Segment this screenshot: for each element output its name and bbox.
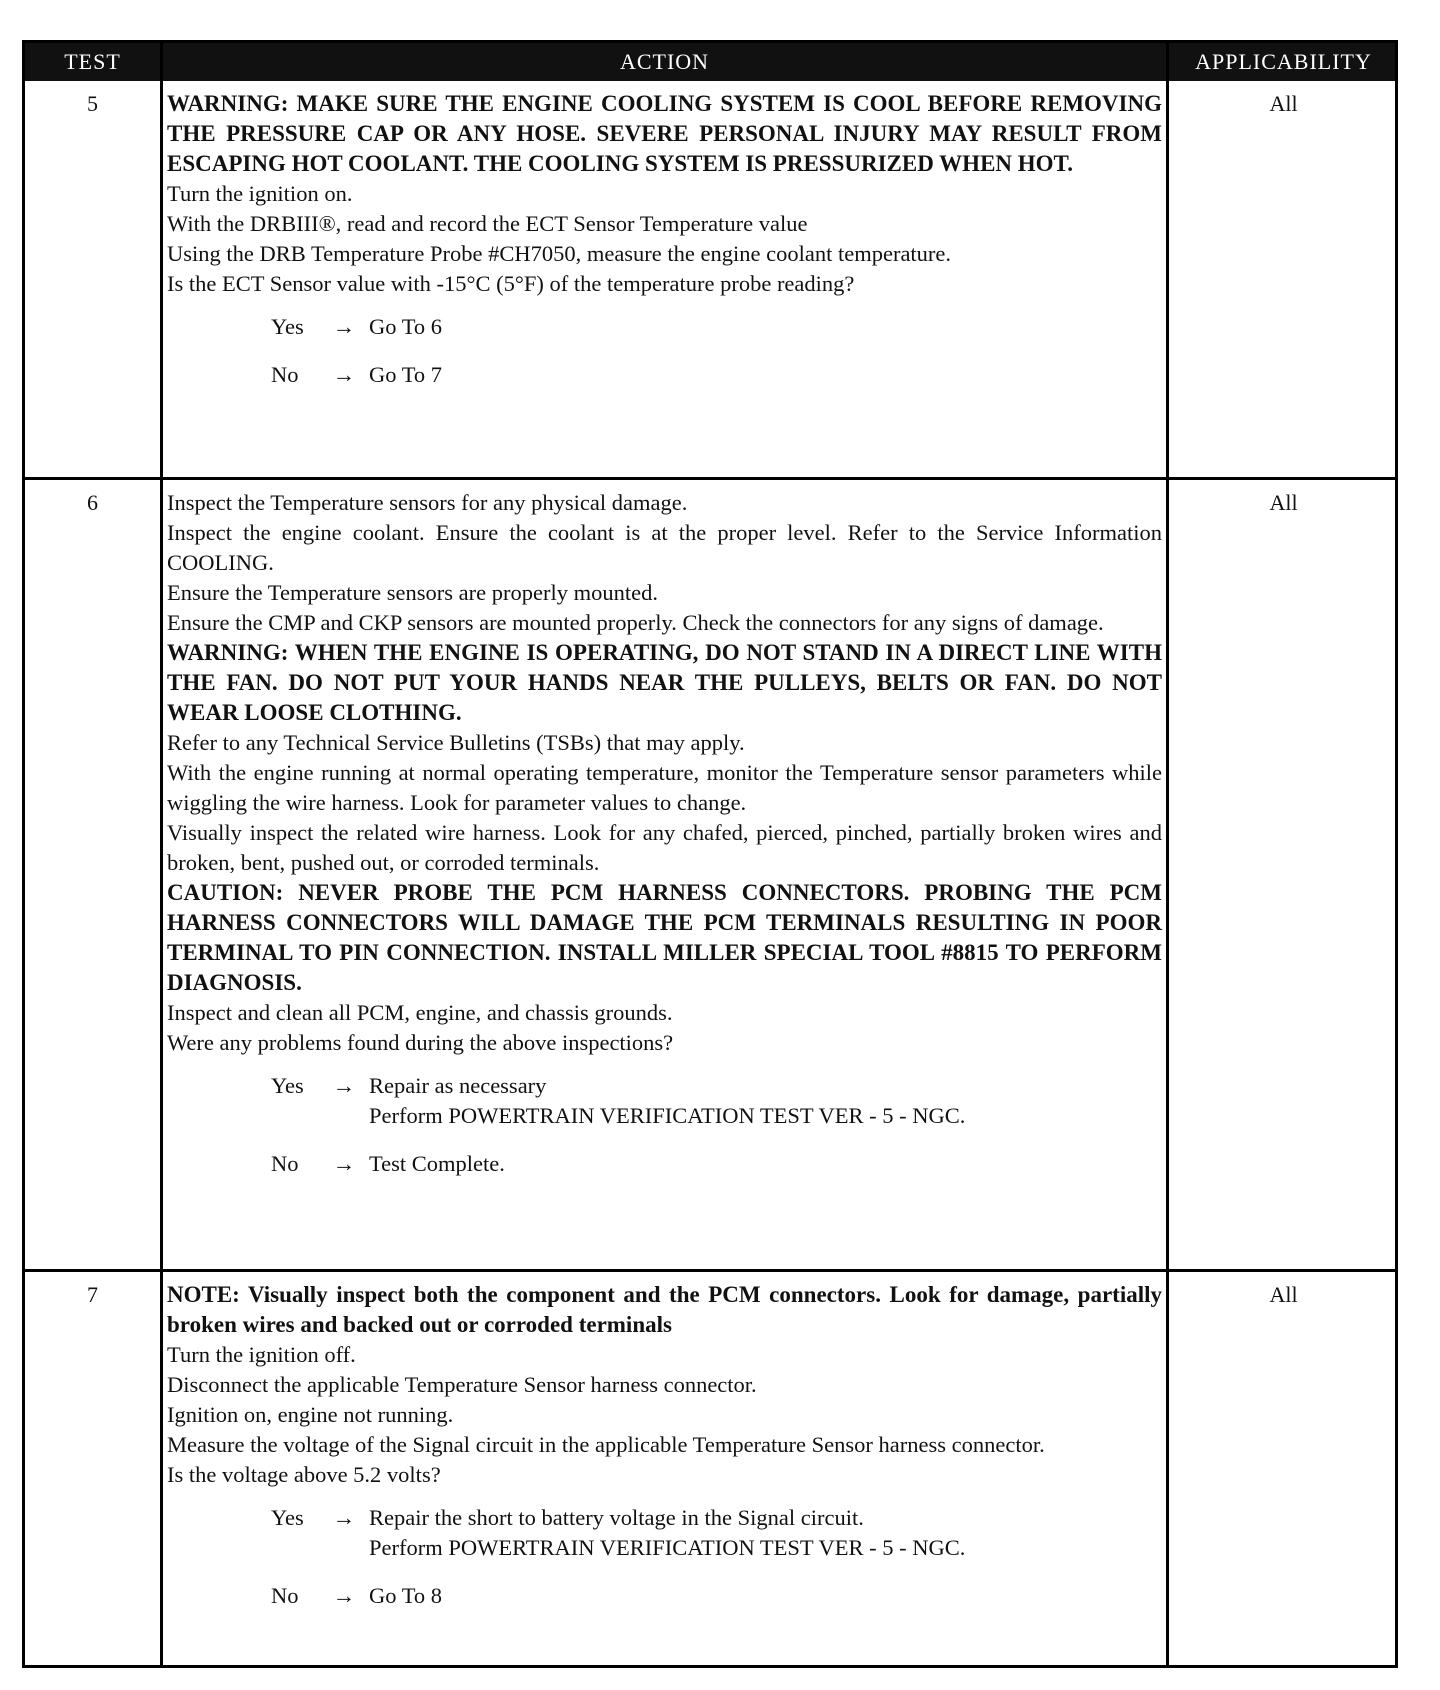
header-applicability: APPLICABILITY xyxy=(1195,49,1372,74)
step: Inspect the Temperature sensors for any physical damage. xyxy=(167,490,688,515)
table-row xyxy=(25,480,1395,1269)
warning-text: WARNING: MAKE SURE THE ENGINE COOLING SYSTEM IS COOL BEFORE REMOVING THE PRESSURE CAP OR ANY HOSE. SEVERE PERSONAL INJURY MAY RESULT FROM ESCAPING HOT COOLANT. THE COOLING SYSTEM IS PRESSURIZED WHEN HOT. xyxy=(167,91,1162,176)
action-cell xyxy=(167,1280,1162,1629)
step: Using the DRB Temperature Probe #CH7050, measure the engine coolant temperature. xyxy=(167,241,952,266)
step: Turn the ignition off. xyxy=(167,1342,356,1367)
note-text: NOTE: Visually inspect both the component and the PCM connectors. Look for damage, partially broken wires and backed out or corroded terminals xyxy=(167,1282,1162,1337)
step: Measure the voltage of the Signal circuit in the applicable Temperature Sensor harness connector. xyxy=(167,1432,1045,1457)
answer-yes: Yes → Go To 6 xyxy=(271,314,443,339)
answer-no: No → Test Complete. xyxy=(271,1151,505,1176)
step: Disconnect the applicable Temperature Sensor harness connector. xyxy=(167,1372,757,1397)
caution-text: CAUTION: NEVER PROBE THE PCM HARNESS CONNECTORS. PROBING THE PCM HARNESS CONNECTORS WILL DAMAGE THE PCM TERMINALS RESULTING IN POOR TERMINAL TO PIN CONNECTION. INSTALL MILLER SPECIAL TOOL #8815 TO PERFORM DIAGNOSIS. xyxy=(167,880,1162,995)
table-header xyxy=(25,43,1395,81)
answers xyxy=(167,1503,1162,1611)
question: Is the ECT Sensor value with -15°C (5°F) of the temperature probe reading? xyxy=(167,271,855,296)
applicability: All xyxy=(1269,91,1298,116)
answer-yes: Yes → Repair the short to battery voltage in the Signal circuit. Perform POWERTRAIN VERIFICATION TEST VER - 5 - NGC. xyxy=(271,1505,966,1560)
answer-no: No → Go To 8 xyxy=(271,1583,443,1608)
action-cell xyxy=(167,89,1162,408)
question: Is the voltage above 5.2 volts? xyxy=(167,1462,441,1487)
warning-text: WARNING: WHEN THE ENGINE IS OPERATING, DO NOT STAND IN A DIRECT LINE WITH THE FAN. DO NOT PUT YOUR HANDS NEAR THE PULLEYS, BELTS OR FAN. DO NOT WEAR LOOSE CLOTHING. xyxy=(167,640,1162,725)
table-row xyxy=(25,1272,1395,1665)
table-row xyxy=(25,81,1395,477)
header-test: TEST xyxy=(64,49,121,74)
action-cell xyxy=(167,488,1162,1197)
step: Ensure the Temperature sensors are properly mounted. xyxy=(167,580,658,605)
diagnostic-table xyxy=(22,40,1398,1668)
step: Turn the ignition on. xyxy=(167,181,353,206)
test-number: 7 xyxy=(87,1282,98,1307)
step: Visually inspect the related wire harness. Look for any chafed, pierced, pinched, partially broken wires and broken, bent, pushed out, or corroded terminals. xyxy=(167,820,1162,875)
step: Ignition on, engine not running. xyxy=(167,1402,454,1427)
step: Inspect and clean all PCM, engine, and chassis grounds. xyxy=(167,1000,673,1025)
applicability: All xyxy=(1269,490,1298,515)
step: With the DRBIII®, read and record the ECT Sensor Temperature value xyxy=(167,211,808,236)
answer-no: No → Go To 7 xyxy=(271,362,443,387)
test-number: 5 xyxy=(87,91,98,116)
header-action: ACTION xyxy=(619,49,710,74)
step: Inspect the engine coolant. Ensure the coolant is at the proper level. Refer to the Service Information COOLING. xyxy=(167,520,1162,575)
step: Ensure the CMP and CKP sensors are mounted properly. Check the connectors for any signs of damage. xyxy=(167,610,1104,635)
answer-yes: Yes → Repair as necessary Perform POWERTRAIN VERIFICATION TEST VER - 5 - NGC. xyxy=(271,1073,966,1128)
step: Refer to any Technical Service Bulletins (TSBs) that may apply. xyxy=(167,730,745,755)
answers xyxy=(167,312,1162,390)
applicability: All xyxy=(1269,1282,1298,1307)
answers xyxy=(167,1071,1162,1179)
step: With the engine running at normal operating temperature, monitor the Temperature sensor parameters while wiggling the wire harness. Look for parameter values to change. xyxy=(167,760,1162,815)
question: Were any problems found during the above inspections? xyxy=(167,1030,674,1055)
test-number: 6 xyxy=(87,490,98,515)
